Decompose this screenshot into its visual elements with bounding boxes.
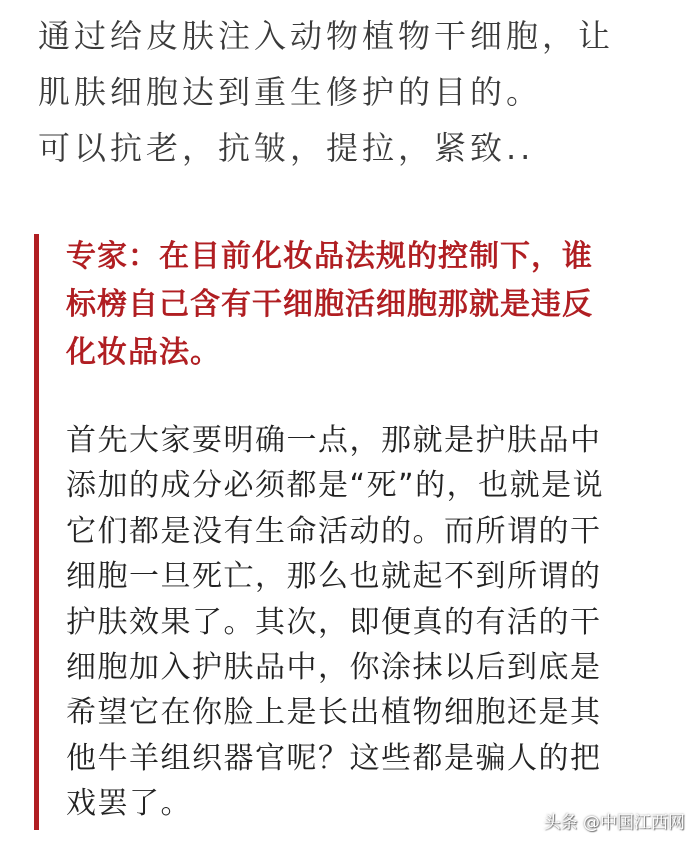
body-line: 首先大家要明确一点，那就是护肤品中 bbox=[66, 423, 602, 458]
body-line: 细胞加入护肤品中，你涂抹以后到底是 bbox=[66, 650, 602, 686]
expert-line: 专家：在目前化妆品法规的控制下，谁 bbox=[66, 239, 593, 274]
body-line: 它们都是没有生命活动的。而所谓的干 bbox=[66, 513, 602, 549]
body-line: 细胞一旦死亡，那么也就起不到所谓的 bbox=[66, 559, 602, 595]
intro-line: 肌肤细胞达到重生修护的目的。 bbox=[38, 73, 543, 111]
body-paragraph bbox=[66, 418, 681, 827]
body-line: 他牛羊组织器官呢？这些都是骗人的把 bbox=[66, 740, 602, 776]
quote-bar bbox=[34, 234, 39, 830]
expert-line: 化妆品法。 bbox=[66, 335, 221, 370]
watermark: 头条 @中国江西网 bbox=[543, 813, 685, 833]
body-line: 希望它在你脸上是长出植物细胞还是其 bbox=[66, 695, 602, 731]
body-line: 戏罢了。 bbox=[66, 786, 192, 822]
body-line: 护肤效果了。其次，即便真的有活的干 bbox=[66, 604, 602, 640]
expert-statement bbox=[66, 233, 681, 377]
body-line: 添加的成分必须都是“死”的，也就是说 bbox=[66, 468, 605, 504]
intro-paragraph bbox=[38, 8, 678, 176]
intro-line: 可以抗老，抗皱，提拉，紧致.. bbox=[38, 129, 535, 167]
intro-line: 通过给皮肤注入动物植物干细胞，让 bbox=[38, 17, 615, 55]
expert-line: 标榜自己含有干细胞活细胞那就是违反 bbox=[66, 287, 593, 322]
